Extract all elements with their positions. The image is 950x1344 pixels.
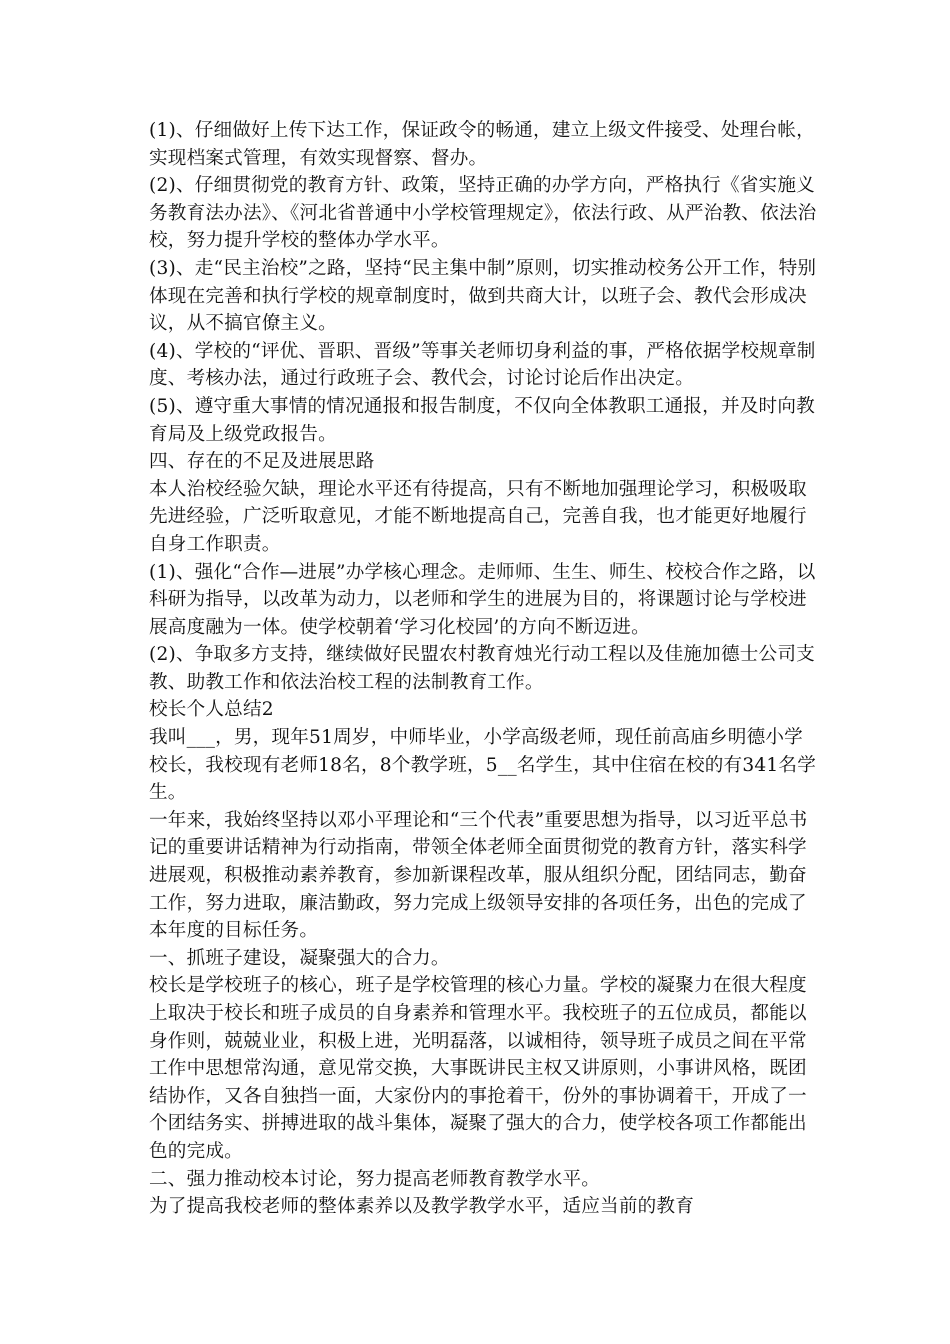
- paragraph: 校长是学校班子的核心，班子是学校管理的核心力量。学校的凝聚力在很大程度上取决于校长和班子成员的自身素养和管理水平。我校班子的五位成员，都能以身作则，兢兢业业，积极上进，光明磊落，以诚相待，领导班子成员之间在平常工作中思想常沟通，意见常交换，大事既讲民主权又讲原则，小事讲风格，既团结协作，又各自独挡一面，大家份内的事抢着干，份外的事协调着干，开成了一个团结务实、拼搏进取的战斗集体，凝聚了强大的合力，使学校各项工作都能出色的完成。: [149, 975, 807, 1162]
- paragraph: 本人治校经验欠缺，理论水平还有待提高，只有不断地加强理论学习，积极吸取先进经验，广泛听取意见，才能不断地提高自己，完善自我，也才能更好地履行自身工作职责。: [149, 478, 807, 555]
- document-body: [140, 117, 820, 1221]
- section-heading: 四、存在的不足及进展思路: [149, 451, 375, 473]
- section-heading: 二、强力推动校本讨论，努力提高老师教育教学水平。: [149, 1168, 601, 1190]
- paragraph: (5)、遵守重大事情的情况通报和报告制度，不仅向全体教职工通报，并及时向教育局及上级党政报告。: [149, 395, 815, 445]
- section-heading: 一、抓班子建设，凝聚强大的合力。: [149, 947, 450, 969]
- paragraph: 我叫___，男，现年51周岁，中师毕业，小学高级老师，现任前高庙乡明德小学校长，我校现有老师18名，8个教学班，5__名学生，其中住宿在校的有341名学生。: [149, 727, 817, 804]
- paragraph: (3)、走“民主治校”之路，坚持“民主集中制”原则，切实推动校务公开工作，特别体现在完善和执行学校的规章制度时，做到共商大计，以班子会、教代会形成决议，从不搞官僚主义。: [149, 257, 817, 335]
- paragraph: (2)、仔细贯彻党的教育方针、政策，坚持正确的办学方向，严格执行《省实施义务教育法办法》、《河北省普通中小学校管理规定》，依法行政、从严治教、依法治校，努力提升学校的整体办学水平。: [149, 175, 817, 252]
- paragraph: 为了提高我校老师的整体素养以及教学教学水平，适应当前的教育: [149, 1196, 695, 1218]
- paragraph: 一年来，我始终坚持以邓小平理论和“三个代表”重要思想为指导，以习近平总书记的重要讲话精神为行动指南，带领全体老师全面贯彻党的教育方针，落实科学进展观，积极推动素养教育，参加新课程改革，服从组织分配，团结同志，勤奋工作，努力进取，廉洁勤政，努力完成上级领导安排的各项任务，出色的完成了本年度的目标任务。: [149, 809, 808, 942]
- document-title: 校长个人总结2: [149, 699, 274, 721]
- paragraph: (1)、强化“合作—进展”办学核心理念。走师师、生生、师生、校校合作之路，以科研为指导，以改革为动力，以老师和学生的进展为目的，将课题讨论与学校进展高度融为一体。使学校朝着‘学习化校园’的方向不断迈进。: [149, 561, 816, 638]
- paragraph: (4)、学校的“评优、晋职、晋级”等事关老师切身利益的事，严格依据学校规章制度、考核办法，通过行政班子会、教代会，讨论讨论后作出决定。: [149, 340, 816, 390]
- paragraph: (2)、争取多方支持，继续做好民盟农村教育烛光行动工程以及佳施加德士公司支教、助教工作和依法治校工程的法制教育工作。: [149, 644, 815, 693]
- paragraph: (1)、仔细做好上传下达工作，保证政令的畅通，建立上级文件接受、处理台帐，实现档案式管理，有效实现督察、督办。: [149, 120, 815, 169]
